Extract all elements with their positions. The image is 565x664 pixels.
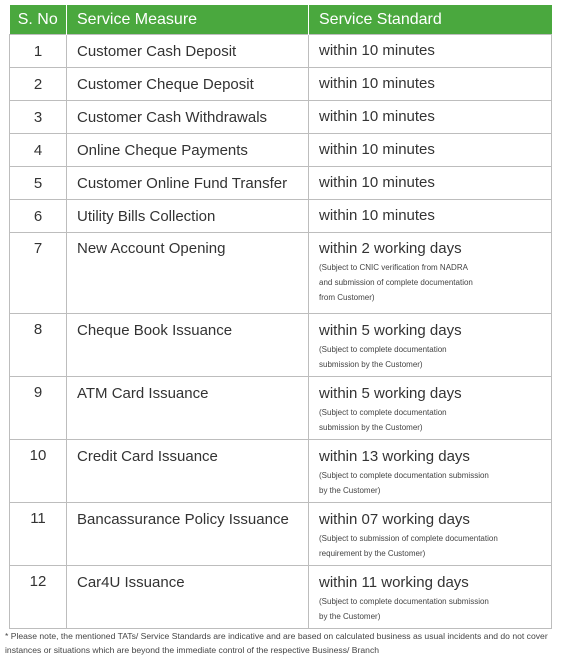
table-row [10, 101, 552, 134]
table-row [10, 440, 552, 503]
row-sno: 1 [10, 35, 67, 68]
service-standard-note-line: requirement by the Customer) [319, 549, 426, 558]
service-standard-value: within 07 working days [319, 511, 470, 528]
service-standard-note [319, 468, 551, 498]
table-row [10, 314, 552, 377]
service-standard-note-line: (Subject to complete documentation submission [319, 597, 489, 606]
row-service-standard [309, 440, 552, 503]
row-service-standard [309, 566, 552, 629]
row-sno: 12 [10, 566, 67, 629]
row-service-standard [309, 503, 552, 566]
service-standard-value: within 10 minutes [319, 42, 435, 59]
row-service-standard [309, 134, 552, 167]
table-row [10, 35, 552, 68]
service-standard-note-line: (Subject to submission of complete documentation [319, 534, 498, 543]
row-sno: 5 [10, 167, 67, 200]
service-standard-value: within 10 minutes [319, 108, 435, 125]
header-service-measure: Service Measure [67, 5, 309, 35]
row-service-measure: New Account Opening [67, 233, 309, 314]
row-sno: 6 [10, 200, 67, 233]
row-service-standard [309, 35, 552, 68]
row-service-measure: Credit Card Issuance [67, 440, 309, 503]
header-sno: S. No [10, 5, 67, 35]
table-row [10, 233, 552, 314]
table-body [10, 35, 552, 629]
row-sno: 2 [10, 68, 67, 101]
table-row [10, 503, 552, 566]
service-standard-value: within 10 minutes [319, 174, 435, 191]
service-standard-note-line: (Subject to complete documentation submission [319, 471, 489, 480]
table-row [10, 566, 552, 629]
service-standard-value: within 5 working days [319, 385, 462, 402]
service-standard-note [319, 260, 551, 305]
service-standard-value: within 13 working days [319, 448, 470, 465]
row-sno: 3 [10, 101, 67, 134]
row-service-measure: Online Cheque Payments [67, 134, 309, 167]
service-standard-value: within 11 working days [319, 574, 469, 591]
service-standard-note-line: (Subject to complete documentation [319, 408, 447, 417]
row-service-standard [309, 68, 552, 101]
service-standard-value: within 10 minutes [319, 141, 435, 158]
row-service-standard [309, 314, 552, 377]
row-service-standard [309, 200, 552, 233]
footnote: * Please note, the mentioned TATs/ Service Standards are indicative and are based on calculated business as usual incidents and do not cover instances or situations which are beyond the immediate control of the respective Business/ Branch [5, 631, 548, 655]
row-service-measure: Customer Cheque Deposit [67, 68, 309, 101]
service-standards-table [9, 5, 552, 629]
service-standard-note-line: (Subject to complete documentation [319, 345, 447, 354]
service-standard-note [319, 405, 551, 435]
row-sno: 7 [10, 233, 67, 314]
row-service-measure: ATM Card Issuance [67, 377, 309, 440]
row-service-standard [309, 167, 552, 200]
table-row [10, 377, 552, 440]
service-standard-note-line: (Subject to CNIC verification from NADRA [319, 263, 468, 272]
row-sno: 9 [10, 377, 67, 440]
row-sno: 11 [10, 503, 67, 566]
row-service-measure: Bancassurance Policy Issuance [67, 503, 309, 566]
service-standard-note [319, 531, 551, 561]
table-row [10, 134, 552, 167]
row-service-measure: Customer Cash Withdrawals [67, 101, 309, 134]
service-standard-note-line: by the Customer) [319, 486, 381, 495]
service-standard-note-line: from Customer) [319, 293, 375, 302]
service-standard-value: within 10 minutes [319, 75, 435, 92]
service-standard-note-line: submission by the Customer) [319, 423, 423, 432]
service-standard-note [319, 342, 551, 372]
row-service-standard [309, 377, 552, 440]
row-service-measure: Cheque Book Issuance [67, 314, 309, 377]
row-sno: 8 [10, 314, 67, 377]
row-service-standard [309, 101, 552, 134]
service-standard-value: within 5 working days [319, 322, 462, 339]
table-row [10, 167, 552, 200]
row-service-measure: Customer Cash Deposit [67, 35, 309, 68]
table-row [10, 200, 552, 233]
row-sno: 4 [10, 134, 67, 167]
row-sno: 10 [10, 440, 67, 503]
service-standard-note-line: and submission of complete documentation [319, 278, 473, 287]
row-service-measure: Utility Bills Collection [67, 200, 309, 233]
row-service-standard [309, 233, 552, 314]
service-standard-note-line: submission by the Customer) [319, 360, 423, 369]
header-service-standard: Service Standard [309, 5, 552, 35]
table-header-row [10, 5, 552, 35]
row-service-measure: Car4U Issuance [67, 566, 309, 629]
service-standard-value: within 2 working days [319, 240, 462, 257]
service-standard-value: within 10 minutes [319, 207, 435, 224]
row-service-measure: Customer Online Fund Transfer [67, 167, 309, 200]
service-standard-note-line: by the Customer) [319, 612, 381, 621]
table-row [10, 68, 552, 101]
service-standards-table-container [9, 5, 551, 629]
service-standard-note [319, 594, 551, 624]
